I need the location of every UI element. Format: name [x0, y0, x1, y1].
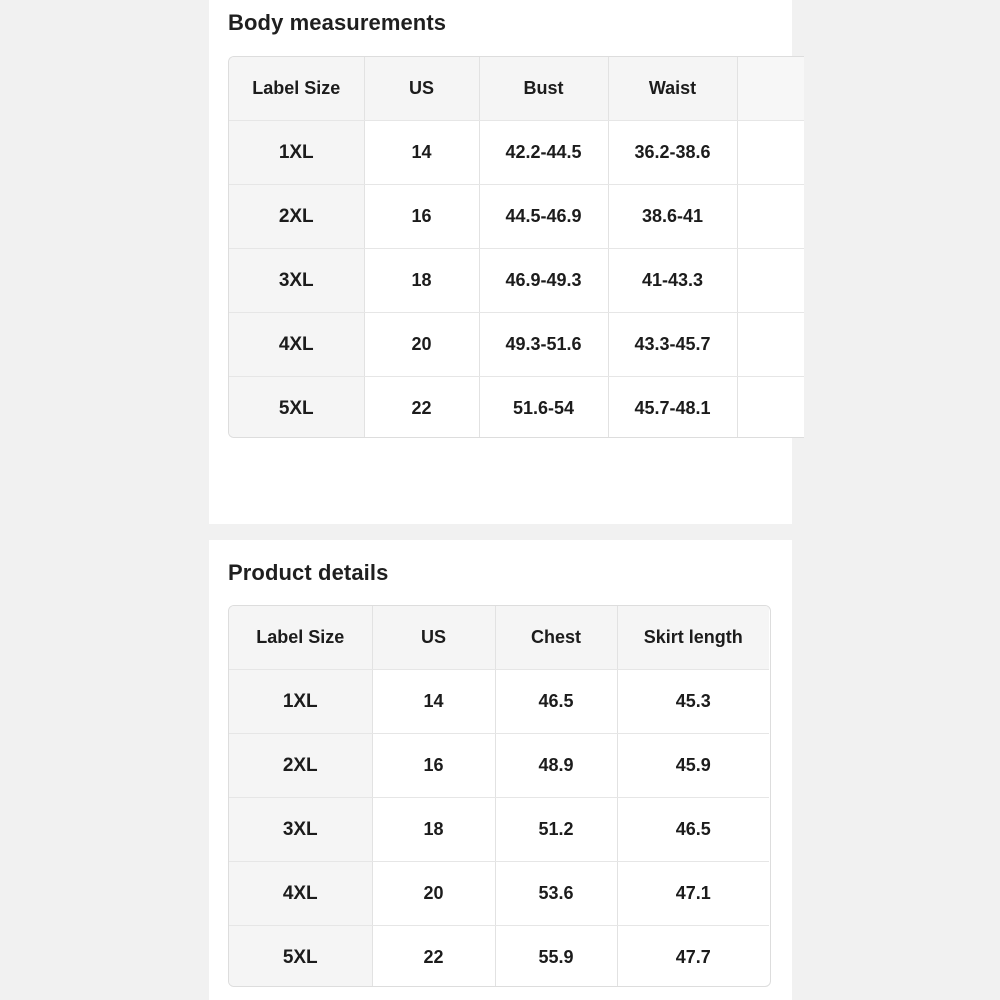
size-cell: 3XL [229, 798, 372, 862]
waist-cell: 43.3-45.7 [608, 313, 737, 377]
chest-cell: 55.9 [495, 926, 617, 988]
us-cell: 22 [372, 926, 495, 988]
bust-cell: 46.9-49.3 [479, 249, 608, 313]
chest-cell: 46.5 [495, 670, 617, 734]
size-cell: 3XL [229, 249, 364, 313]
column-header-label-size: Label Size [229, 606, 372, 670]
waist-cell: 45.7-48.1 [608, 377, 737, 439]
size-cell: 1XL [229, 121, 364, 185]
product-details-table-container [228, 605, 771, 987]
table-row [229, 121, 804, 185]
body-measurements-table [229, 57, 804, 438]
skirt-length-cell: 47.7 [675, 947, 711, 967]
us-cell: 18 [364, 249, 479, 313]
cropped-cell [737, 249, 804, 313]
us-cell: 14 [364, 121, 479, 185]
table-row [229, 670, 769, 734]
skirt-length-cell: 46.5 [617, 798, 769, 862]
waist-cell: 36.2-38.6 [608, 121, 737, 185]
cropped-cell [737, 377, 804, 439]
cropped-cell [737, 121, 804, 185]
table-row [229, 798, 769, 862]
product-details-panel [209, 540, 792, 1000]
skirt-length-cell: 45.3 [617, 670, 769, 734]
column-header-waist: Waist [608, 57, 737, 121]
chest-cell: 51.2 [495, 798, 617, 862]
product-details-title: Product details [228, 560, 389, 585]
size-cell: 2XL [229, 734, 372, 798]
table-row [229, 377, 804, 439]
us-cell: 20 [372, 862, 495, 926]
size-cell: 2XL [229, 185, 364, 249]
column-header-skirt-length: Skirt length [617, 606, 769, 670]
size-cell: 4XL [229, 862, 372, 926]
column-header-us: US [372, 606, 495, 670]
body-measurements-panel [209, 0, 792, 524]
cropped-cell [737, 313, 804, 377]
column-header-chest: Chest [495, 606, 617, 670]
product-details-table [229, 606, 769, 987]
us-cell: 22 [364, 377, 479, 439]
bust-cell: 51.6-54 [479, 377, 608, 439]
skirt-length-cell: 47.1 [617, 862, 769, 926]
us-cell: 16 [364, 185, 479, 249]
size-cell: 1XL [229, 670, 372, 734]
column-header-cropped [737, 57, 804, 121]
us-cell: 16 [372, 734, 495, 798]
waist-cell: 38.6-41 [608, 185, 737, 249]
table-row [229, 734, 769, 798]
size-cell: 5XL [229, 377, 364, 439]
us-cell: 18 [372, 798, 495, 862]
column-header-us: US [364, 57, 479, 121]
column-header-label-size: Label Size [229, 57, 364, 121]
waist-cell: 41-43.3 [608, 249, 737, 313]
column-header-bust: Bust [479, 57, 608, 121]
size-cell: 4XL [229, 313, 364, 377]
body-measurements-table-container [228, 56, 804, 438]
bust-cell: 44.5-46.9 [479, 185, 608, 249]
chest-cell: 48.9 [495, 734, 617, 798]
table-row [229, 185, 804, 249]
table-row [229, 249, 804, 313]
body-measurements-title: Body measurements [228, 10, 447, 35]
table-row [229, 926, 769, 988]
cropped-cell [737, 185, 804, 249]
table-header-row [229, 606, 769, 670]
table-row [229, 313, 804, 377]
skirt-length-cell: 45.9 [617, 734, 769, 798]
us-cell: 20 [364, 313, 479, 377]
chest-cell: 53.6 [495, 862, 617, 926]
bust-cell: 49.3-51.6 [479, 313, 608, 377]
size-cell: 5XL [229, 926, 372, 988]
us-cell: 14 [372, 670, 495, 734]
table-row [229, 862, 769, 926]
bust-cell: 42.2-44.5 [479, 121, 608, 185]
table-header-row [229, 57, 804, 121]
